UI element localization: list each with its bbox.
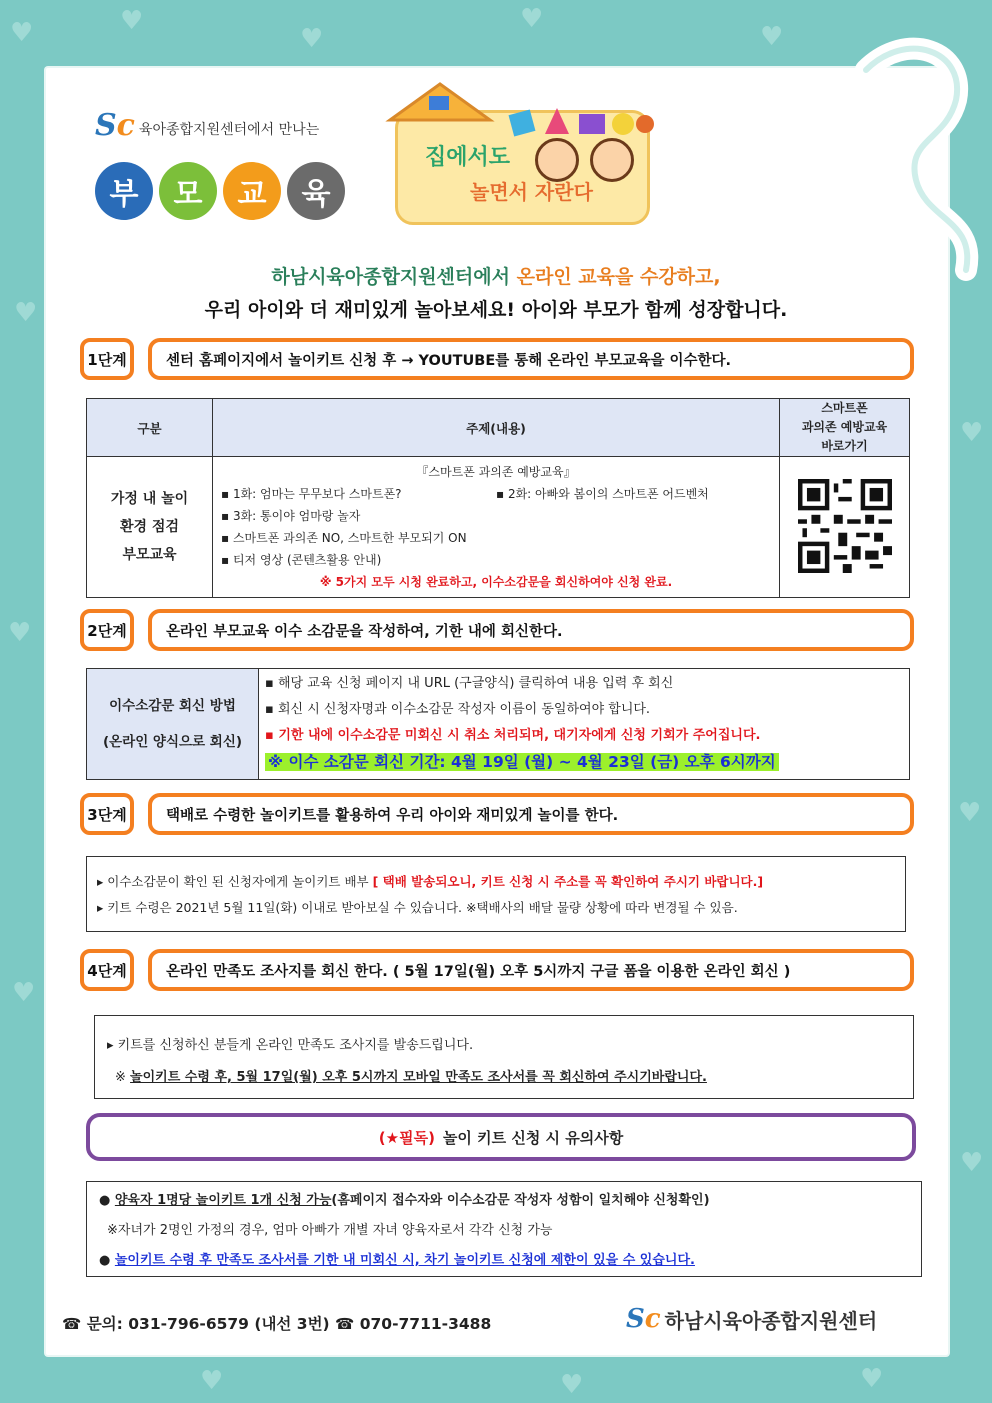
step2-table bbox=[86, 668, 910, 780]
caution-details bbox=[86, 1181, 922, 1277]
slogan-line-1: 하남시육아종합지원센터에서 온라인 교육을 수강하고, bbox=[271, 266, 721, 288]
reply-deadline: ※ 이수 소감문 회신 기간: 4월 19일 (월) ~ 4월 23일 (금) 오후 6시까지 bbox=[265, 753, 779, 771]
step3-details bbox=[86, 856, 906, 932]
course-item-5: ▪ 티저 영상 (콘텐츠활용 안내) bbox=[221, 553, 382, 567]
slogan-line-2: 우리 아이와 더 재미있게 놀아보세요! 아이와 부모가 함께 성장합니다. bbox=[204, 299, 788, 321]
footer-logo-icon: Sc bbox=[626, 1304, 661, 1334]
caution-line-2: ※자녀가 2명인 가정의 경우, 엄마 아빠가 개별 자녀 양육자로서 각각 신청 가능 bbox=[107, 1223, 553, 1238]
illustration-text-2: 놀면서 자란다 bbox=[470, 180, 593, 204]
step3-title: 택배로 수령한 놀이키트를 활용하여 우리 아이와 재미있게 놀이를 한다. bbox=[148, 793, 914, 835]
program-title bbox=[95, 162, 345, 220]
center-logo-icon: Sc bbox=[95, 108, 135, 143]
delivery-line-1: ▸ 이수소감문이 확인 된 신청자에게 놀이키트 배부 [ 택배 발송되오니, 키트 신청 시 주소를 꼭 확인하여 주시기 바랍니다.] bbox=[97, 874, 764, 889]
step1-table bbox=[86, 398, 910, 598]
toys-icon bbox=[505, 100, 655, 140]
home-play-illustration bbox=[385, 80, 660, 230]
qr-code-cell[interactable] bbox=[780, 457, 910, 598]
contact-info: ☎ 문의: 031-796-6579 (내선 3번) ☎ 070-7711-3488 bbox=[62, 1315, 492, 1333]
table-header-link: 스마트폰 과의존 예방교육 바로가기 bbox=[780, 399, 910, 457]
course-title: 『스마트폰 과의존 예방교육』 bbox=[416, 465, 576, 479]
illustration-text-1: 집에서도 bbox=[425, 145, 511, 170]
reply-method-details bbox=[259, 669, 910, 780]
table-header-topic: 주제(내용) bbox=[213, 399, 780, 457]
step4-title: 온라인 만족도 조사지를 회신 한다. ( 5월 17일(월) 오후 5시까지 구글 폼을 이용한 온라인 회신 ) bbox=[148, 949, 914, 991]
step2-tag: 2단계 bbox=[80, 609, 134, 651]
roof-icon bbox=[385, 82, 495, 122]
title-char-1: 부 bbox=[95, 162, 153, 220]
caution-banner bbox=[86, 1113, 916, 1161]
step3-tag: 3단계 bbox=[80, 793, 134, 835]
survey-line-1: ▸ 키트를 신청하신 분들게 온라인 만족도 조사지를 발송드립니다. bbox=[107, 1038, 474, 1053]
title-char-3: 교 bbox=[223, 162, 281, 220]
title-char-2: 모 bbox=[159, 162, 217, 220]
delivery-line-2: ▸ 키트 수령은 2021년 5월 11일(화) 이내로 받아보실 수 있습니다. ※택배사의 배달 물량 상황에 따라 변경될 수 있음. bbox=[97, 900, 738, 915]
caution-line-3: ● 놀이키트 수령 후 만족도 조사서를 기한 내 미회신 시, 차기 놀이키트 신청에 제한이 있을 수 있습니다. bbox=[99, 1253, 695, 1268]
course-item-2: ▪ 2화: 아빠와 봄이의 스마트폰 어드벤처 bbox=[496, 487, 709, 501]
course-item-4: ▪ 스마트폰 과의존 NO, 스마트한 부모되기 ON bbox=[221, 531, 467, 545]
caution-title: 놀이 키트 신청 시 유의사항 bbox=[442, 1128, 624, 1147]
footer-center-name: 하남시육아종합지원센터 bbox=[664, 1308, 878, 1333]
center-logo-small bbox=[95, 108, 319, 143]
course-item-1: ▪ 1화: 엄마는 무무보다 스마트폰? bbox=[221, 487, 402, 501]
reply-line-2: ▪ 회신 시 신청자명과 이수소감문 작성자 이름이 동일하여야 합니다. bbox=[265, 702, 651, 717]
center-subtitle: 육아종합지원센터에서 만나는 bbox=[138, 121, 320, 138]
reply-method-label: 이수소감문 회신 방법 (온라인 양식으로 회신) bbox=[87, 669, 259, 780]
step1-title: 센터 홈페이지에서 놀이키트 신청 후 → YOUTUBE를 통해 온라인 부모교육을 이수한다. bbox=[148, 338, 914, 380]
center-logo-footer bbox=[626, 1304, 877, 1334]
course-list bbox=[213, 457, 780, 598]
step1-tag: 1단계 bbox=[80, 338, 134, 380]
table-header-category: 구분 bbox=[87, 399, 213, 457]
qr-code-icon[interactable] bbox=[798, 479, 892, 573]
category-label: 가정 내 놀이 환경 점검 부모교육 bbox=[87, 457, 213, 598]
course-item-3: ▪ 3화: 통이야 엄마랑 놀자 bbox=[221, 509, 361, 523]
caution-line-1: ● 양육자 1명당 놀이키트 1개 신청 가능(홈페이지 접수자와 이수소감문 작성자 성함이 일치해야 신청확인) bbox=[99, 1193, 710, 1208]
step4-details bbox=[94, 1015, 914, 1099]
completion-note: ※ 5가지 모두 시청 완료하고, 이수소감문을 회신하여야 신청 완료. bbox=[319, 575, 673, 589]
title-char-4: 육 bbox=[287, 162, 345, 220]
caution-must-read: (★필독) bbox=[378, 1128, 435, 1147]
step4-tag: 4단계 bbox=[80, 949, 134, 991]
girl-face-icon bbox=[590, 138, 634, 182]
reply-line-1: ▪ 해당 교육 신청 페이지 내 URL (구글양식) 클릭하여 내용 입력 후 회신 bbox=[265, 676, 674, 691]
survey-line-2: ※ 놀이키트 수령 후, 5월 17일(월) 오후 5시까지 모바일 만족도 조사서를 꼭 회신하여 주시기바랍니다. bbox=[115, 1070, 707, 1085]
reply-line-3: ▪ 기한 내에 이수소감문 미회신 시 취소 처리되며, 대기자에게 신청 기회가 주어집니다. bbox=[265, 728, 761, 743]
step2-title: 온라인 부모교육 이수 소감문을 작성하여, 기한 내에 회신한다. bbox=[148, 609, 914, 651]
